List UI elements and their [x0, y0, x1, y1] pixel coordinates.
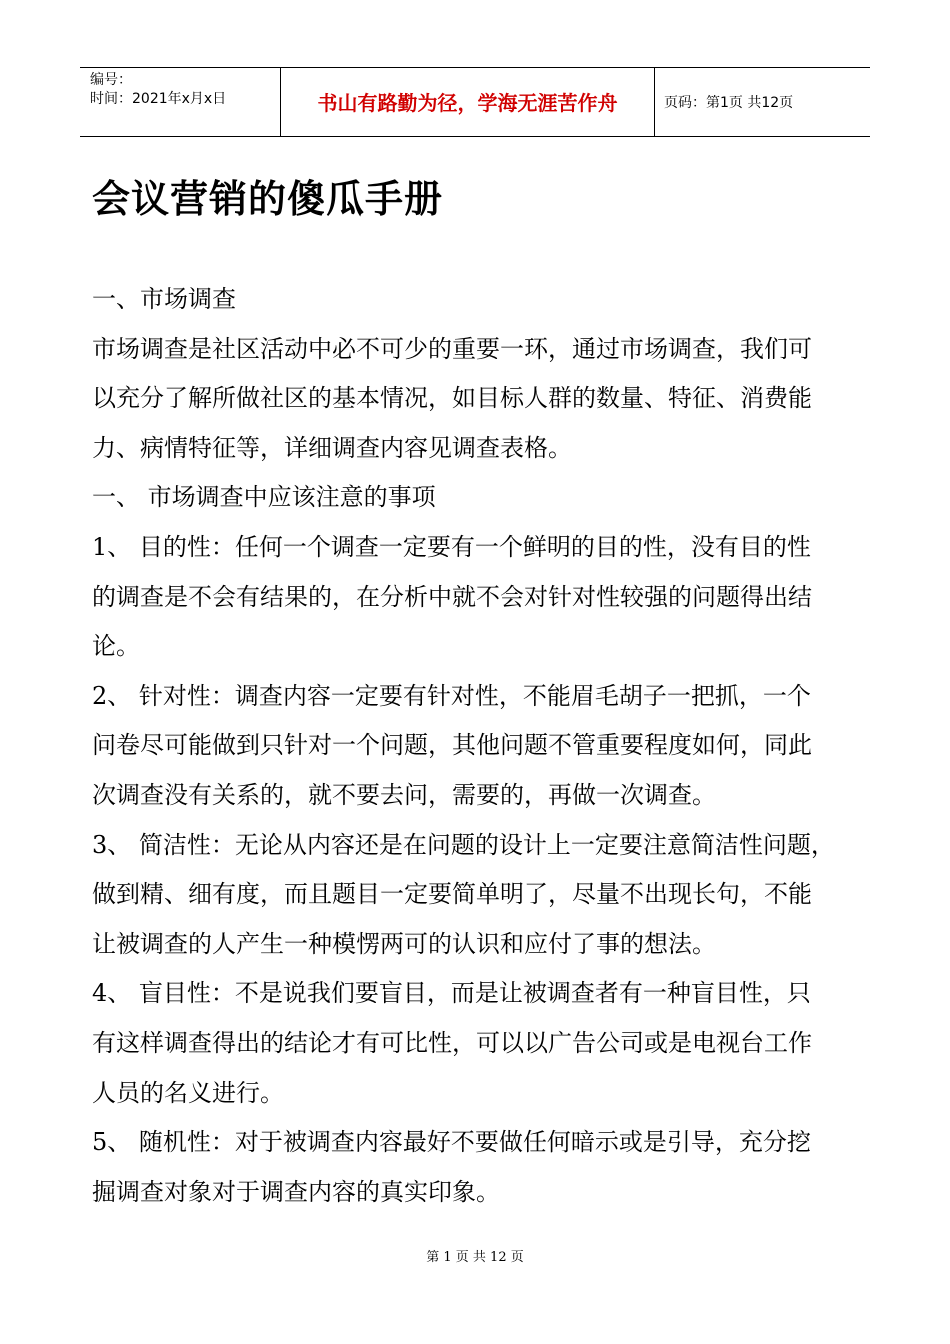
list-item-line: 4、 盲目性：不是说我们要盲目，而是让被调查者有一种盲目性，只 — [92, 979, 811, 1008]
list-item-line: 3、 简洁性：无论从内容还是在问题的设计上一定要注意简洁性问题， — [92, 830, 835, 859]
body-line: 力、病情特征等，详细调查内容见调查表格。 — [92, 433, 572, 462]
list-item-line: 1、 目的性：任何一个调查一定要有一个鲜明的目的性，没有目的性 — [92, 532, 811, 561]
body-line: 以充分了解所做社区的基本情况，如目标人群的数量、特征、消费能 — [92, 384, 812, 413]
section-heading: 一、市场调查 — [92, 285, 236, 313]
body-line: 掘调查对象对于调查内容的真实印象。 — [92, 1177, 500, 1206]
header-divider — [654, 68, 655, 136]
document-body — [92, 275, 862, 1217]
section-heading: 一、 市场调查中应该注意的事项 — [92, 483, 436, 512]
list-item-line: 5、 随机性：对于被调查内容最好不要做任何暗示或是引导，充分挖 — [92, 1128, 811, 1157]
body-line: 的调查是不会有结果的，在分析中就不会对针对性较强的问题得出结 — [92, 582, 812, 611]
header-page-code: 页码：第1页 共12页 — [664, 95, 794, 111]
document-number-label: 编号： — [90, 72, 132, 88]
body-line: 次调查没有关系的，就不要去问，需要的，再做一次调查。 — [92, 780, 716, 809]
body-line: 问卷尽可能做到只针对一个问题，其他问题不管重要程度如何，同此 — [92, 731, 812, 760]
list-item-line: 2、 针对性：调查内容一定要有针对性，不能眉毛胡子一把抓，一个 — [92, 681, 811, 710]
body-line: 人员的名义进行。 — [92, 1078, 284, 1107]
body-line: 市场调查是社区活动中必不可少的重要一环，通过市场调查，我们可 — [92, 334, 812, 363]
body-line: 论。 — [92, 632, 140, 661]
document-header — [80, 67, 870, 137]
body-line: 做到精、细有度，而且题目一定要简单明了，尽量不出现长句，不能 — [92, 880, 812, 909]
header-meta — [80, 68, 280, 136]
header-motto: 书山有路勤为径，学海无涯苦作舟 — [317, 91, 618, 115]
body-line: 让被调查的人产生一种模愣两可的认识和应付了事的想法。 — [92, 929, 716, 958]
document-time-label: 时间：2021年x月x日 — [90, 91, 227, 107]
document-title: 会议营销的傻瓜手册 — [92, 177, 444, 221]
body-line: 有这样调查得出的结论才有可比性，可以以广告公司或是电视台工作 — [92, 1028, 812, 1057]
page-footer: 第 1 页 共 12 页 — [426, 1250, 524, 1265]
